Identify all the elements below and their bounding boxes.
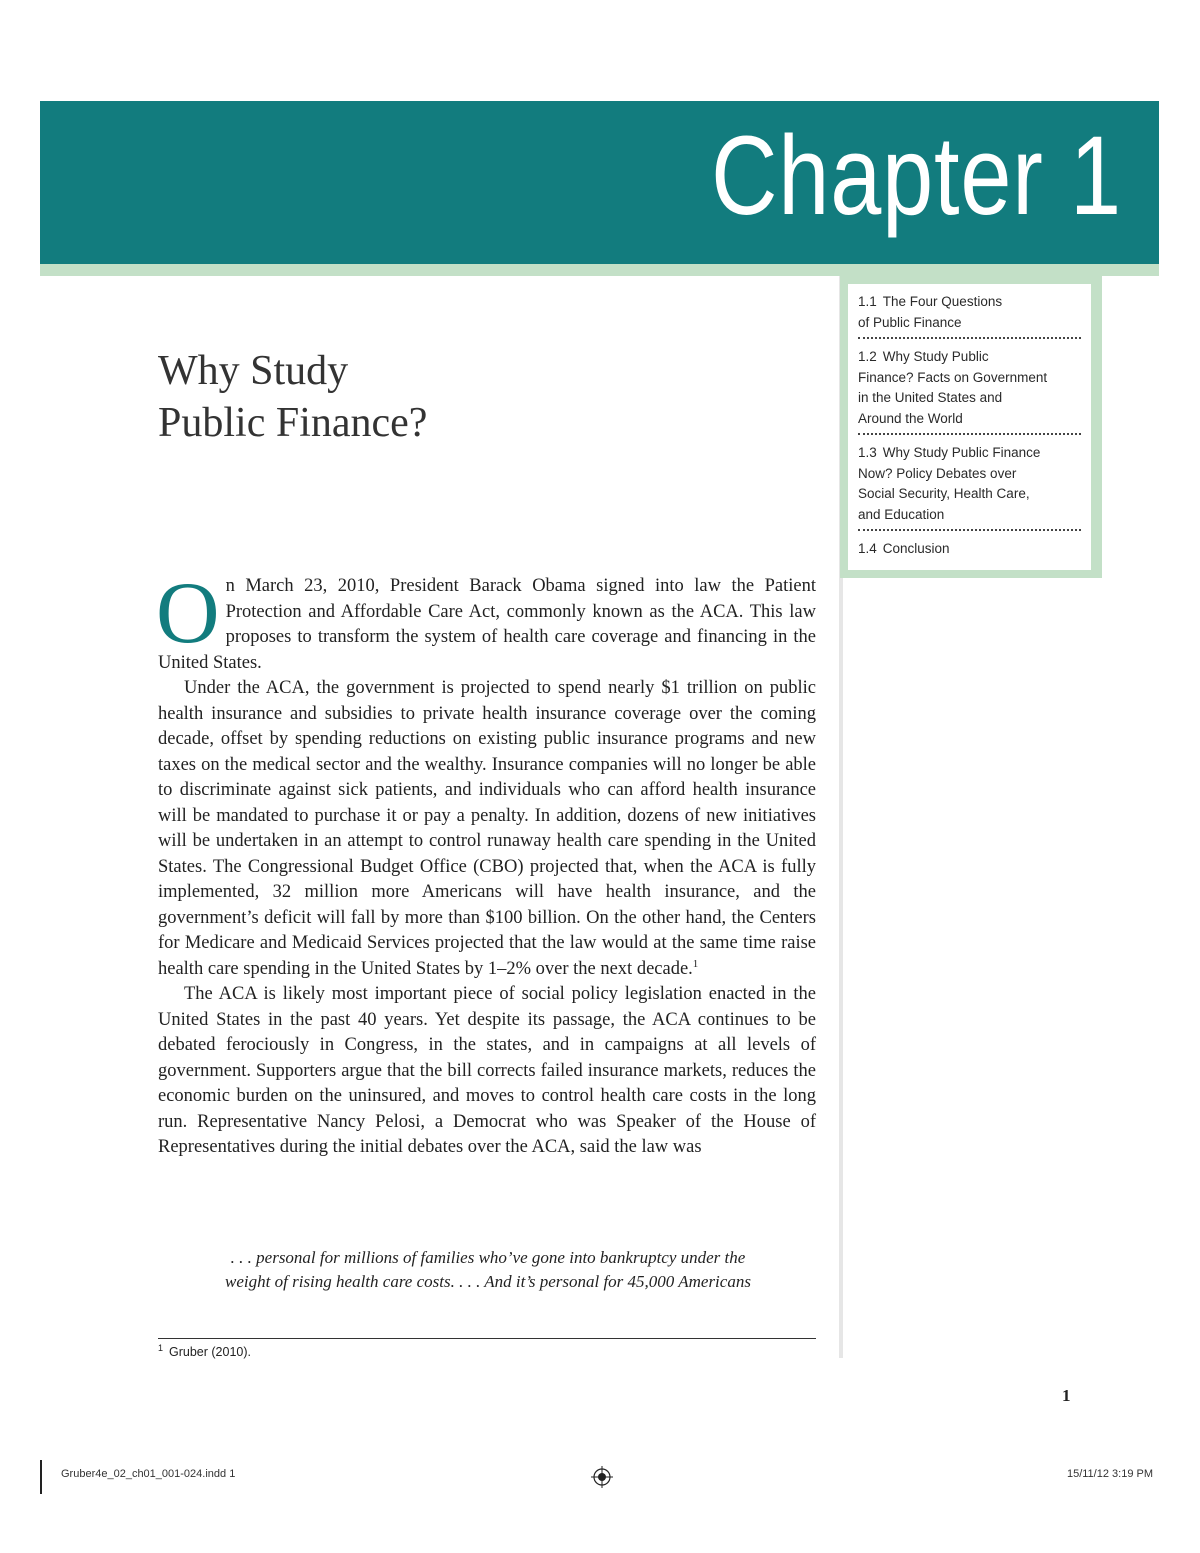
quote-line-1: . . . personal for millions of families who’ve gone into bankruptcy under the [230, 1248, 746, 1267]
footnote-divider [158, 1338, 816, 1339]
toc-item-1-3[interactable]: 1.3 Why Study Public Finance Now? Policy Debates over Social Security, Health Care, and Education [858, 441, 1081, 531]
registration-mark-icon [591, 1466, 613, 1488]
footnote [158, 1342, 251, 1359]
paragraph-2: Under the ACA, the government is projected to spend nearly $1 trillion on public health insurance and subsidies to private health insurance coverage over the coming decade, offset by spending reductions on existing public insurance programs and new taxes on the medical sector and the wealthy. Insurance companies will no longer be able to discriminate against sick patients, and individuals who can afford health insurance will be mandated to purchase it or pay a penalty. In addition, dozens of new initiatives will be undertaken in an attempt to control runaway health care spending in the United States. The Congressional Budget Office (CBO) projected that, when the ACA is fully implemented, 32 million more Americans will have health insurance, and the government’s deficit will fall by more than $100 billion. On the other hand, the Centers for Medicare and Medicaid Services projected that the law would at the same time raise health care spending in the United States by 1–2% over the next decade.$^1$ [158, 678, 816, 979]
paragraph-3: The ACA is likely most important piece of social policy legislation enacted in the United States in the past 40 years. Yet despite its passage, the ACA continues to be debated ferociously in Congress, in the states, and in campaigns at all levels of government. Supporters argue that the bill corrects failed insurance markets, reduces the economic burden on the uninsured, and moves to control health care costs in the long run. Representative Nancy Pelosi, a Democrat who was Speaker of the House of Representatives during the initial debates over the ACA, said the law was [158, 984, 816, 1157]
banner-underline [40, 264, 1159, 276]
body-text [156, 565, 816, 1161]
block-quote [188, 1246, 788, 1294]
chapter-title: Chapter 1 [711, 113, 1122, 238]
drop-cap: O [156, 565, 220, 662]
paragraph-1: On March 23, 2010, President Barack Obama signed into law the Patient Protection and Affordable Care Act, commonly known as the ACA. This law proposes to transform the system of health care coverage and financing in the United States. [156, 565, 816, 673]
slug-filename: Gruber4e_02_ch01_001-024.indd 1 [61, 1468, 236, 1480]
slug-datetime: 15/11/12 3:19 PM [1066, 1468, 1153, 1480]
section-title [158, 345, 427, 449]
footnote-text: Gruber (2010). [169, 1345, 251, 1359]
footnote-reference[interactable]: 1 [692, 957, 699, 970]
slug-bar [40, 1460, 42, 1494]
toc-item-1-2[interactable]: 1.2 Why Study Public Finance? Facts on Government in the United States and Around the World [858, 345, 1081, 435]
quote-line-2: weight of rising health care costs. . . . And it’s personal for 45,000 Americans [225, 1272, 751, 1291]
footnote-number: 1 [158, 1342, 164, 1353]
section-title-line-2: Public Finance? [158, 400, 428, 446]
chapter-contents-list [848, 284, 1091, 570]
page-number: 1 [1062, 1386, 1071, 1405]
toc-item-1-4[interactable]: 1.4 Conclusion [858, 541, 950, 556]
section-title-line-1: Why Study [158, 348, 349, 394]
toc-item-1-1[interactable]: 1.1 The Four Questions of Public Finance [858, 290, 1081, 339]
